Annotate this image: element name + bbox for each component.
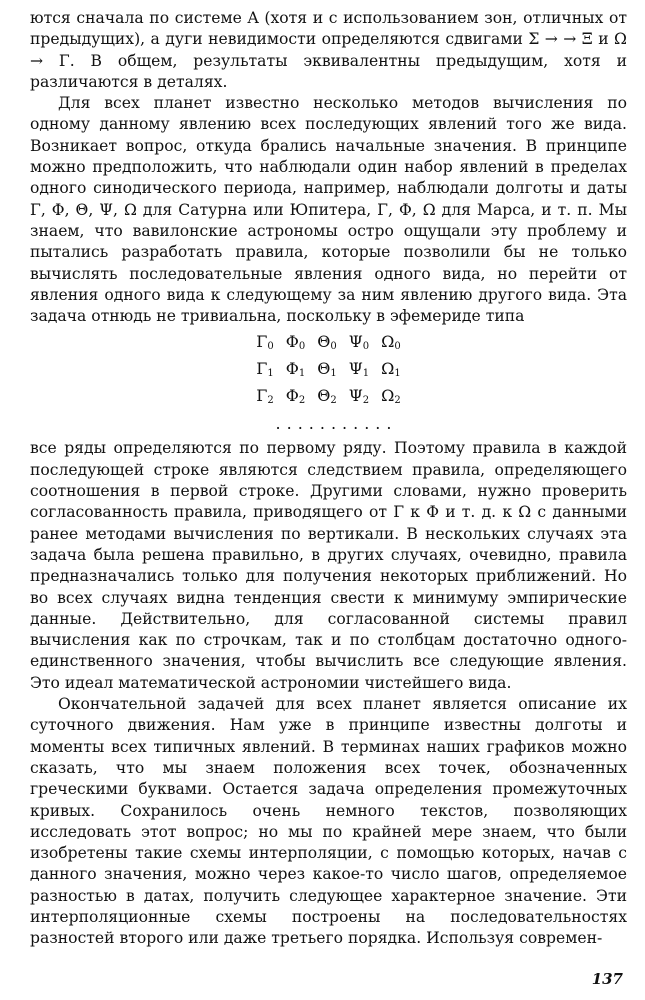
- ephemeris-cell: $\Gamma_1$: [256, 359, 274, 380]
- paragraph-1: ются сначала по системе A (хотя и с использованием зон, отличных от предыдущих), а дуги невидимости определяются сдвигами Σ → → Ξ и Ω → Γ. В общем, результаты эквивалентны предыдущим, хотя и различаются в деталях.: [30, 9, 627, 91]
- ephemeris-row: [250, 331, 407, 358]
- ephemeris-table: [250, 331, 407, 412]
- ephemeris-cell: $\Omega_1$: [381, 359, 401, 380]
- ephemeris-cell: $\Theta_0$: [317, 332, 337, 353]
- ephemeris-cell: $\Psi_0$: [348, 332, 370, 353]
- ephemeris-cell: $\Psi_1$: [348, 359, 370, 380]
- paragraph-3: все ряды определяются по первому ряду. Поэтому правила в каждой последующей строке являются следствием правила, определяющего соотношения в первой строке. Другими словами, нужно проверить согласованность правила, приводящего от Γ к Φ и т. д. к Ω с данными ранее методами вычисления по вертикали. В нескольких случаях эта задача была решена правильно, в других случаях, очевидно, правила предназначались только для получения некоторых приближений. Но во всех случаях видна тенденция свести к минимуму эмпирические данные. Действительно, для согласованной системы правил вычисления как по строчкам, так и по столбцам достаточно одного-единственного значения, чтобы вычислить все следующие явления. Это идеал математической астрономии чистейшего вида.: [30, 439, 627, 692]
- ephemeris-cell: $\Phi_0$: [285, 332, 306, 353]
- ephemeris-continuation: ...........: [275, 414, 398, 434]
- ephemeris-cell: $\Phi_2$: [285, 386, 306, 407]
- ephemeris-cell: $\Theta_2$: [317, 386, 337, 407]
- ephemeris-row: [250, 385, 407, 412]
- paragraph-4: Окончательной задачей для всех планет является описание их суточного движения. Нам уже в принципе известны долготы и моменты всех типичных явлений. В терминах наших графиков можно сказать, что мы знаем положения всех точек, обозначенных греческими буквами. Остается задача определения промежуточных кривых. Сохранилось очень немного текстов, позволяющих исследовать этот вопрос; но мы по крайней мере знаем, что были изобретены такие схемы интерполяции, с помощью которых, начав с данного значения, можно через какое-то число шагов, определяемое разностью в датах, получить следующее характерное значение. Эти интерполяционные схемы построены на последовательностях разностей второго или даже третьего порядка. Используя современ-: [30, 695, 627, 948]
- page-number: 137: [591, 970, 623, 988]
- ephemeris-cell: $\Psi_2$: [348, 386, 370, 407]
- ephemeris-cell: $\Omega_2$: [381, 386, 401, 407]
- page-body: [30, 8, 627, 950]
- ephemeris-cell: $\Omega_0$: [381, 332, 401, 353]
- ephemeris-row: [250, 358, 407, 385]
- ephemeris-cell: $\Phi_1$: [285, 359, 306, 380]
- ephemeris-cell: $\Gamma_0$: [256, 332, 274, 353]
- ephemeris-cell: $\Gamma_2$: [256, 386, 274, 407]
- paragraph-2: Для всех планет известно несколько методов вычисления по одному данному явлению всех последующих явлений того же вида. Возникает вопрос, откуда брались начальные значения. В принципе можно предположить, что наблюдали один набор явлений в пределах одного синодического периода, например, наблюдали долготы и даты Γ, Φ, Θ, Ψ, Ω для Сатурна или Юпитера, Γ, Φ, Ω для Марса, и т. п. Мы знаем, что вавилонские астрономы остро ощущали эту проблему и пытались разработать правила, которые позволили бы не только вычислять последовательные явления одного вида, но перейти от явления одного вида к следующему за ним явлению другого вида. Эта задача отнюдь не тривиальна, поскольку в эфемериде типа: [30, 94, 627, 326]
- ephemeris-cell: $\Theta_1$: [317, 359, 337, 380]
